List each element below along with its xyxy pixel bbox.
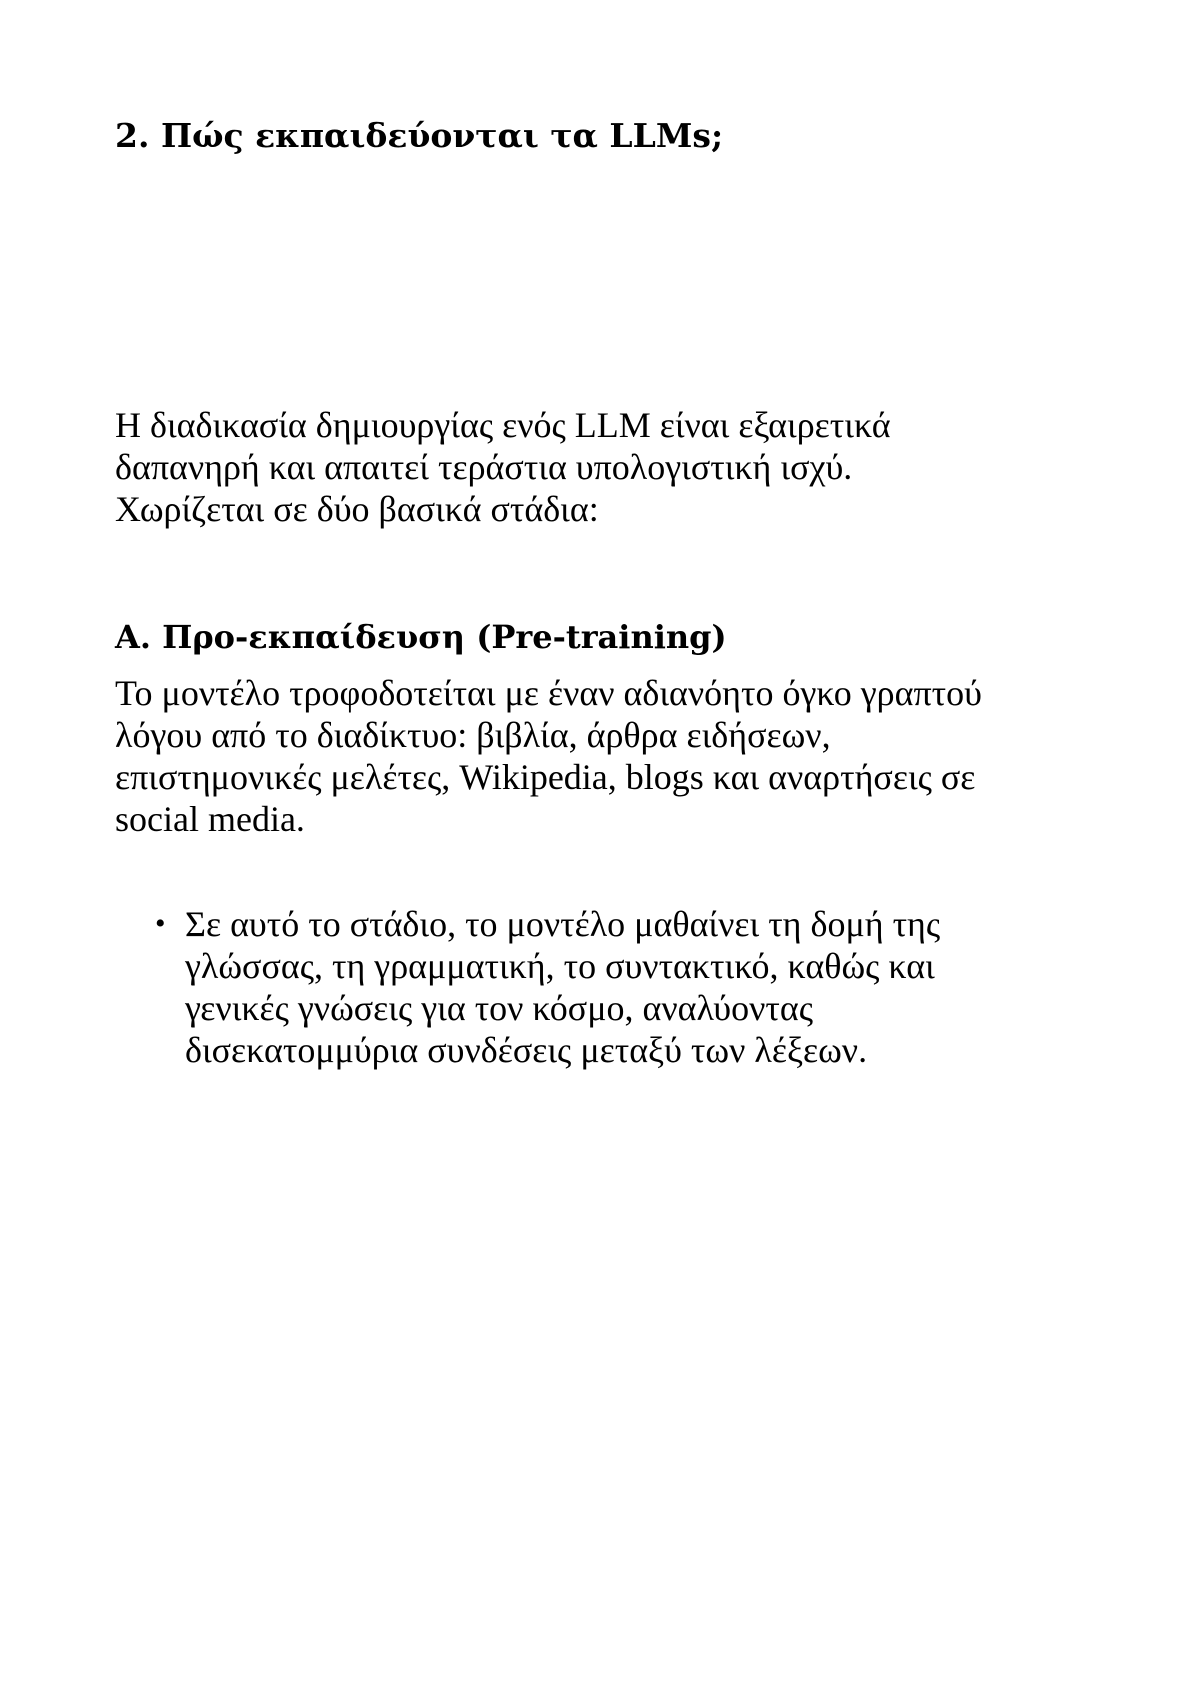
section-body-line: λόγου από το διαδίκτυο: βιβλία, άρθρα ειδήσεων,	[115, 715, 831, 755]
intro-paragraph	[115, 404, 1075, 530]
bullet-icon: •	[155, 907, 166, 940]
intro-line: Χωρίζεται σε δύο βασικά στάδια:	[115, 489, 599, 529]
section-body-line: social media.	[115, 799, 305, 839]
bullet-line: γενικές γνώσεις για τον κόσμο, αναλύοντας	[185, 988, 813, 1028]
section-heading-pretraining: A. Προ-εκπαίδευση (Pre-training)	[115, 618, 727, 656]
section-body-line: Το μοντέλο τροφοδοτείται με έναν αδιανόητο όγκο γραπτού	[115, 673, 982, 713]
intro-line: δαπανηρή και απαιτεί τεράστια υπολογιστική ισχύ.	[115, 447, 853, 487]
bullet-line: Σε αυτό το στάδιο, το μοντέλο μαθαίνει τη δομή της	[185, 904, 941, 944]
section-body-pretraining	[115, 672, 1105, 840]
bullet-line: δισεκατομμύρια συνδέσεις μεταξύ των λέξεων.	[185, 1030, 868, 1070]
page-title: 2. Πώς εκπαιδεύονται τα LLMs;	[115, 116, 724, 155]
list-item	[115, 903, 1105, 1071]
bullet-line: γλώσσας, τη γραμματική, το συντακτικό, καθώς και	[185, 946, 935, 986]
section-body-line: επιστημονικές μελέτες, Wikipedia, blogs και αναρτήσεις σε	[115, 757, 976, 797]
bullet-list	[115, 903, 1105, 1071]
intro-line: Η διαδικασία δημιουργίας ενός LLM είναι εξαιρετικά	[115, 405, 891, 445]
